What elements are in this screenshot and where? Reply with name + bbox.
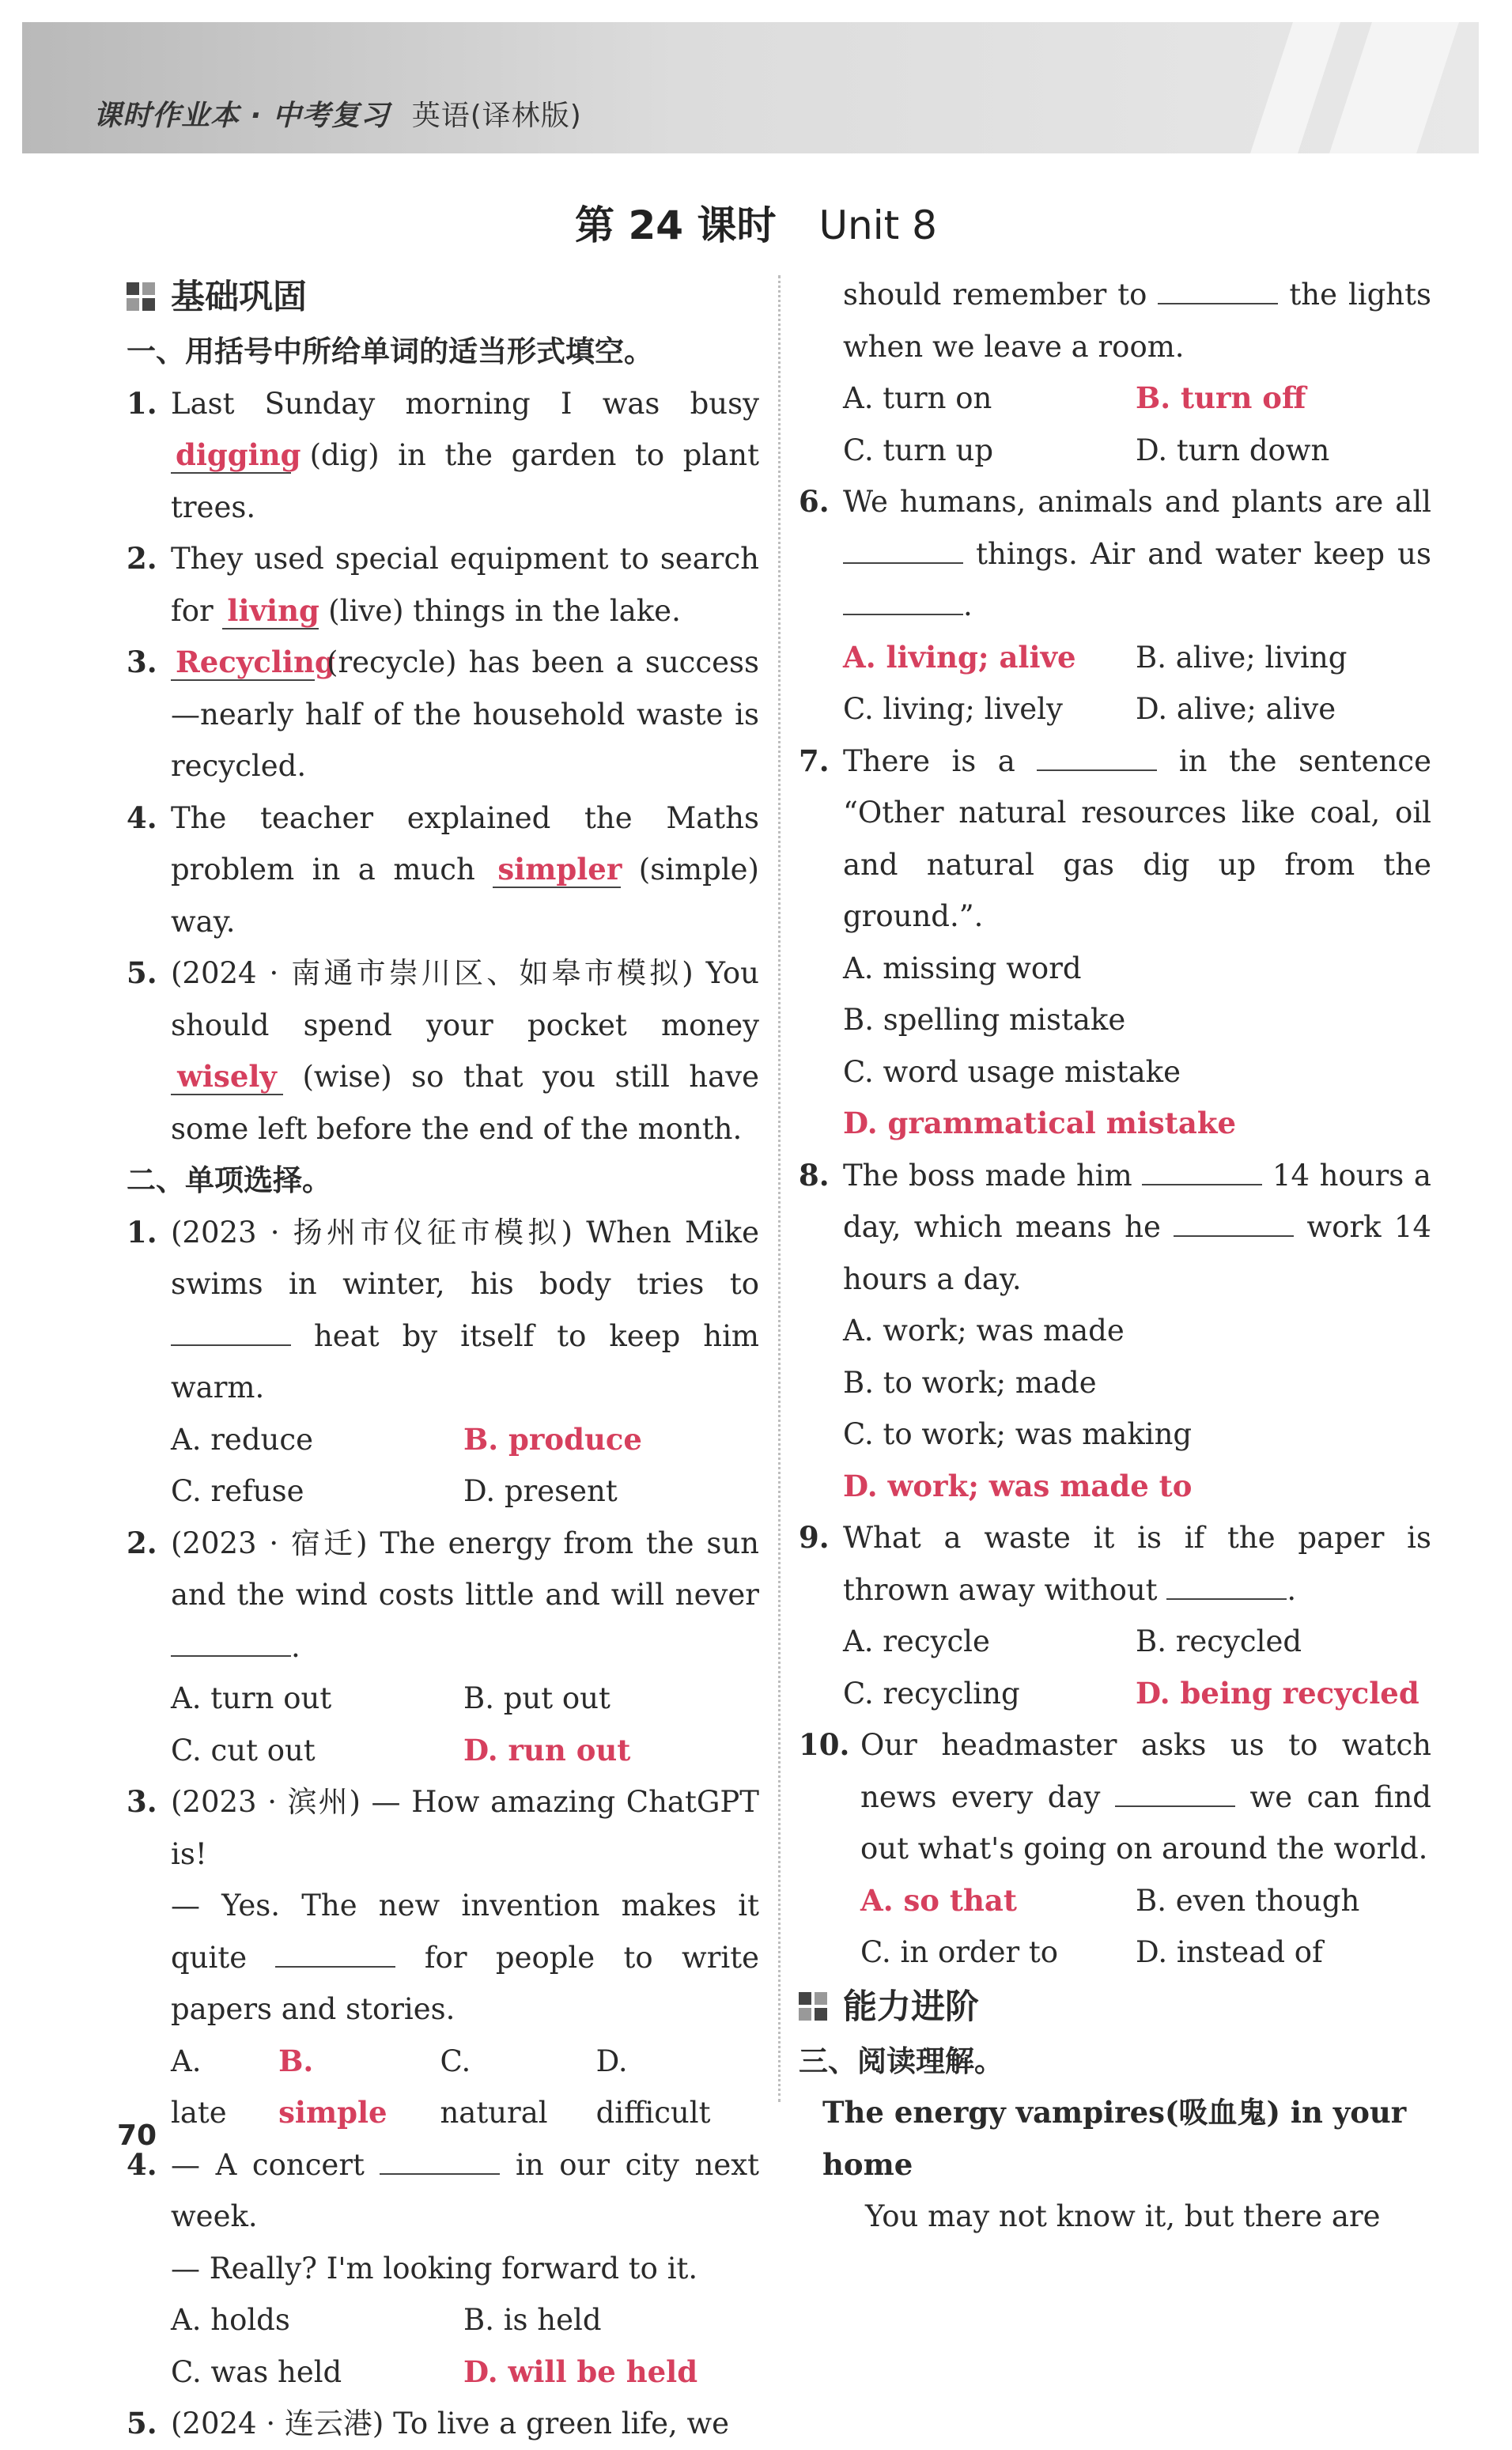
column-divider: [778, 275, 781, 2102]
section-heading-basics: 基础巩固: [127, 269, 759, 326]
section-icon: [799, 1992, 829, 2022]
options-row: C. cut out D. run out: [171, 1732, 631, 1768]
options-row: A. late B. simple C. natural D. difficult: [171, 2043, 711, 2130]
option-d: D. work; was made to: [843, 1468, 1193, 1503]
right-column: [799, 269, 1431, 2243]
options-row: C. living; lively D. alive; alive: [843, 692, 1336, 726]
blank: [275, 1934, 395, 1968]
blank: [171, 1313, 291, 1346]
answer-blank: wisely: [171, 1059, 283, 1095]
part-three-instruction: 三、阅读理解。: [799, 2044, 1004, 2078]
part-two-instruction: 二、单项选择。: [127, 1163, 331, 1197]
blank: [380, 2142, 500, 2175]
blank: [1174, 1204, 1294, 1237]
choice-question-5: 5. (2024 · 连云港) To live a green life, we: [127, 2406, 730, 2441]
choice-question-2: 2. (2023 · 宿迁) The energy from the sun and the wind costs little and will never .: [127, 1525, 759, 1664]
blank: [1037, 738, 1157, 771]
options-row: A. recycle B. recycled: [843, 1624, 1302, 1658]
options-row: C. refuse D. present: [171, 1474, 618, 1508]
option-b: B. spelling mistake: [843, 1003, 1126, 1037]
choice-question-4: 4. — A concert in our city next week. — Really? I'm looking forward to it.: [127, 2139, 759, 2295]
option-b: B. to work; made: [843, 1365, 1097, 1400]
options-row: C. turn up D. turn down: [843, 433, 1330, 467]
fill-question-1: 1. Last Sunday morning I was busy digging (dig) in the garden to plant trees.: [127, 385, 759, 524]
fill-question-2: 2. They used special equipment to search for living (live) things in the lake.: [127, 541, 759, 628]
left-column: [127, 269, 759, 2450]
fill-question-3: 3. Recycling (recycle) has been a success—nearly half of the household waste is recycled.: [127, 645, 759, 783]
option-d: D. grammatical mistake: [843, 1106, 1237, 1140]
passage-title: The energy vampires(吸血鬼) in your home: [822, 2095, 1407, 2182]
blank: [1115, 1774, 1235, 1807]
part-one-instruction: 一、用括号中所给单词的适当形式填空。: [127, 335, 653, 369]
choice-question-7: 7. There is a in the sentence “Other natural resources like coal, oil and natural gas dig up from the ground.”.: [799, 735, 1431, 943]
choice-question-9: 9. What a waste it is if the paper is thrown away without .: [799, 1520, 1431, 1607]
choice-question-10: 10. Our headmaster asks us to watch news every day we can find out what's going on around the world.: [799, 1727, 1431, 1866]
options-row: A. turn out B. put out: [171, 1681, 610, 1715]
choice-question-3: 3. (2023 · 滨州) — How amazing ChatGPT is! — Yes. The new invention makes it quite for people to write papers and stories.: [127, 1784, 759, 2026]
header-band: [22, 22, 1479, 153]
options-row: C. recycling D. being recycled: [843, 1675, 1419, 1711]
choice-question-6: 6. We humans, animals and plants are all things. Air and water keep us .: [799, 484, 1431, 622]
fill-question-4: 4. The teacher explained the Maths problem in a much simpler (simple) way.: [127, 800, 759, 939]
option-c: C. word usage mistake: [843, 1054, 1181, 1089]
answer-blank: Recycling: [171, 645, 315, 681]
fill-question-5: 5. (2024 · 南通市崇川区、如皋市模拟) You should spend your pocket money wisely (wise) so that you still have some left before the end of the month.: [127, 955, 759, 1146]
options-row: C. in order to D. instead of: [860, 1935, 1323, 1969]
choice-question-5-continued: should remember to the lights when we leave a room.: [799, 269, 1431, 372]
section-heading-advanced: 能力进阶: [799, 1979, 1431, 2036]
section-icon: [127, 282, 157, 312]
options-row: A. living; alive B. alive; living: [843, 639, 1348, 675]
answer-blank: digging: [171, 437, 291, 474]
option-c: C. to work; was making: [843, 1417, 1193, 1451]
blank: [1158, 271, 1278, 304]
option-a: A. missing word: [843, 951, 1082, 985]
choice-question-1: 1. (2023 · 扬州市仪征市模拟) When Mike swims in winter, his body tries to heat by itself to keep him warm.: [127, 1214, 759, 1405]
passage-text: You may not know it, but there are: [865, 2199, 1381, 2233]
header-title: 课时作业本 · 中考复习 英语(译林版): [93, 100, 582, 132]
options-row: C. was held D. will be held: [171, 2354, 698, 2389]
options-row: A. turn on B. turn off: [843, 380, 1306, 415]
page-number: 70: [117, 2119, 157, 2152]
option-a: A. work; was made: [843, 1314, 1125, 1348]
blank: [843, 531, 963, 564]
answer-blank: simpler: [493, 852, 621, 888]
blank: [1166, 1567, 1287, 1600]
options-row: A. so that B. even though: [860, 1882, 1360, 1918]
lesson-title: 第 24 课时 Unit 8: [575, 202, 937, 248]
choice-question-8: 8. The boss made him 14 hours a day, which means he work 14 hours a day.: [799, 1150, 1431, 1306]
blank: [1142, 1152, 1262, 1185]
options-row: A. reduce B. produce: [171, 1421, 642, 1457]
answer-blank: living: [222, 593, 319, 630]
blank: [843, 582, 963, 615]
options-row: A. holds B. is held: [171, 2303, 602, 2337]
blank: [171, 1624, 291, 1657]
